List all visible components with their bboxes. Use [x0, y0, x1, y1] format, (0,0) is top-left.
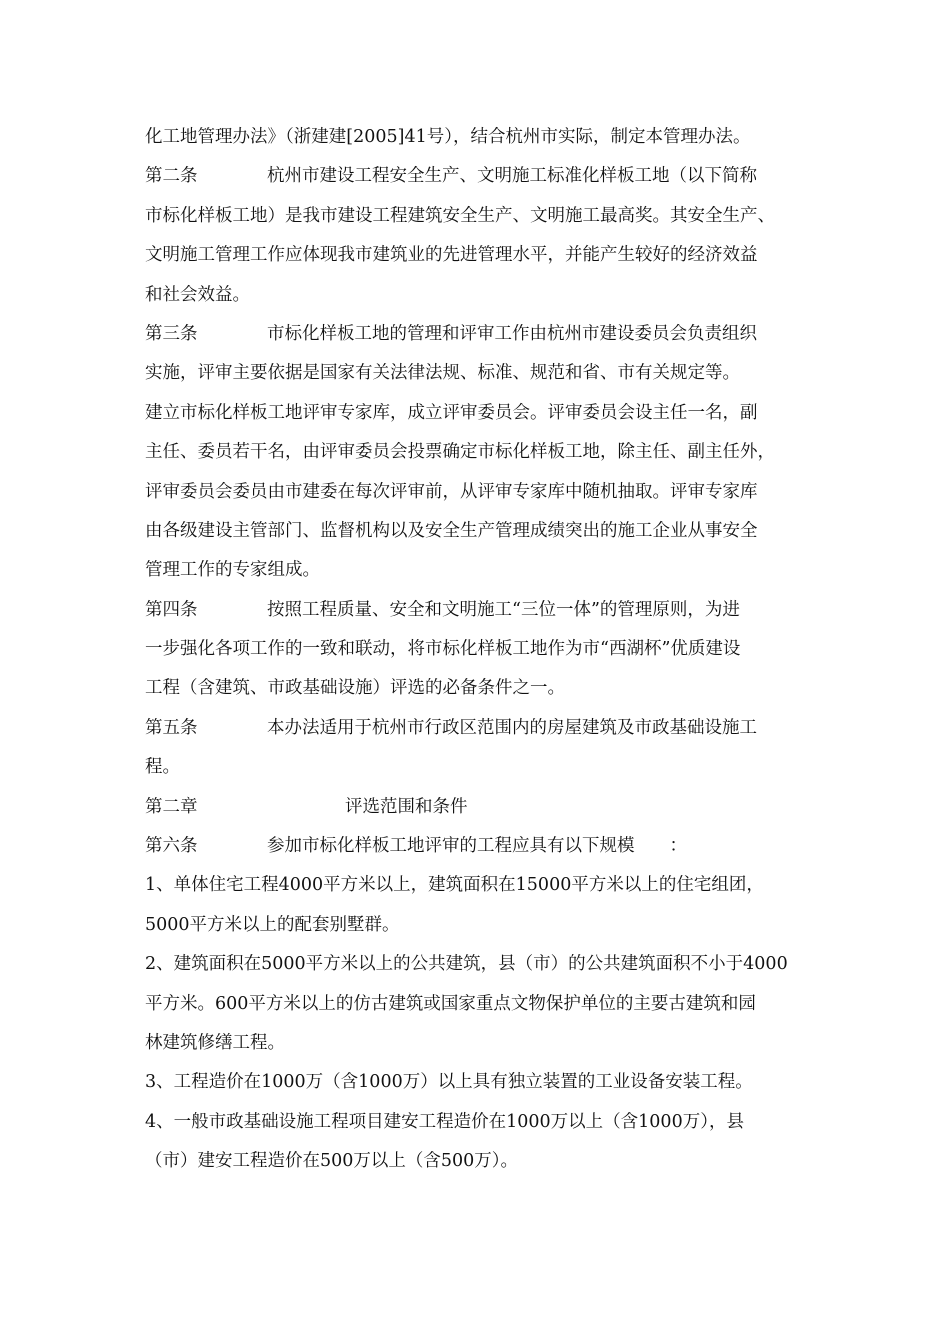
article-2-line-2: 市标化样板工地）是我市建设工程建筑安全生产、文明施工最高奖。其安全生产、: [145, 205, 775, 226]
article-4-label: 第四条: [145, 599, 198, 620]
list-item-line: （市）建安工程造价在500万以上（含500万）。: [145, 1151, 519, 1172]
list-item-line: 林建筑修缮工程。: [145, 1032, 285, 1053]
chapter-2-label: 第二章: [145, 796, 198, 817]
article-2-text-1: 杭州市建设工程安全生产、文明施工标准化样板工地（以下简称: [267, 166, 757, 187]
article-5-text-1: 本办法适用于杭州市行政区范围内的房屋建筑及市政基础设施工: [267, 717, 757, 738]
article-6-line-1: [145, 827, 810, 866]
article-3-line-7: 管理工作的专家组成。: [145, 560, 320, 581]
list-item-line: 1、单体住宅工程4000平方米以上，建筑面积在15000平方米以上的住宅组团，: [145, 875, 764, 896]
article-2-line-4: 和社会效益。: [145, 284, 250, 305]
article-2-line-1: [145, 157, 810, 196]
list-item-line: 2、建筑面积在5000平方米以上的公共建筑，县（市）的公共建筑面积不小于4000: [145, 954, 788, 975]
article-2-line-3: 文明施工管理工作应体现我市建筑业的先进管理水平，并能产生较好的经济效益: [145, 245, 758, 266]
list-item-line: 5000平方米以上的配套别墅群。: [145, 914, 400, 935]
article-3-line-4: 主任、委员若干名，由评审委员会投票确定市标化样板工地，除主任、副主任外，: [145, 442, 775, 463]
article-2-label: 第二条: [145, 166, 198, 187]
article-4-text-1: 按照工程质量、安全和文明施工“三位一体”的管理原则，为进: [267, 599, 740, 620]
article-3-label: 第三条: [145, 323, 198, 344]
chapter-2-heading: [145, 788, 810, 827]
article-3-line-2: 实施，评审主要依据是国家有关法律法规、标准、规范和省、市有关规定等。: [145, 363, 740, 384]
list-item-line: 4、一般市政基础设施工程项目建安工程造价在1000万以上（含1000万），县: [145, 1111, 744, 1132]
article-6-text-1: 参加市标化样板工地评审的工程应具有以下规模 ：: [267, 836, 687, 857]
article-5-line-1: [145, 709, 810, 748]
article-5-line-2: 程。: [145, 757, 180, 778]
continuation-line: 化工地管理办法》（浙建建[2005]41号），结合杭州市实际，制定本管理办法。: [145, 127, 751, 147]
article-3-line-3: 建立市标化样板工地评审专家库，成立评审委员会。评审委员会设主任一名，副: [145, 402, 758, 423]
article-4-line-3: 工程（含建筑、市政基础设施）评选的必备条件之一。: [145, 678, 565, 699]
article-6-label: 第六条: [145, 836, 198, 857]
article-4-line-2: 一步强化各项工作的一致和联动，将市标化样板工地作为市“西湖杯”优质建设: [145, 639, 741, 660]
document-body: [145, 118, 810, 1182]
chapter-2-title: 评选范围和条件: [345, 796, 468, 817]
article-3-text-1: 市标化样板工地的管理和评审工作由杭州市建设委员会负责组织: [267, 323, 757, 344]
list-item-line: 平方米。600平方米以上的仿古建筑或国家重点文物保护单位的主要古建筑和园: [145, 993, 756, 1014]
list-item-line: 3、工程造价在1000万（含1000万）以上具有独立装置的工业设备安装工程。: [145, 1072, 753, 1093]
article-3-line-5: 评审委员会委员由市建委在每次评审前，从评审专家库中随机抽取。评审专家库: [145, 481, 758, 502]
article-4-line-1: [145, 591, 810, 630]
article-3-line-6: 由各级建设主管部门、监督机构以及安全生产管理成绩突出的施工企业从事安全: [145, 520, 758, 541]
article-5-label: 第五条: [145, 717, 198, 738]
article-3-line-1: [145, 315, 810, 354]
